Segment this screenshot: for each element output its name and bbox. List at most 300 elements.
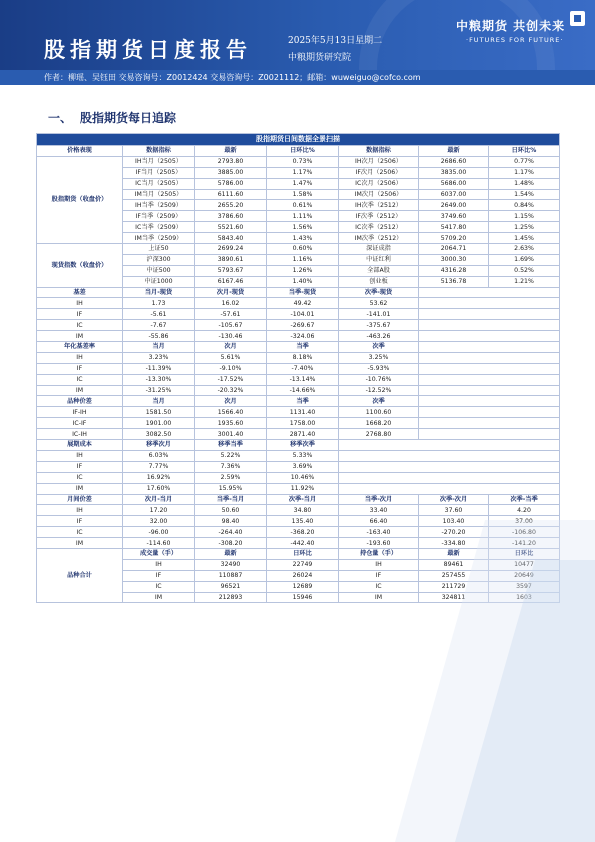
spot-cell: 上证50 xyxy=(123,244,195,255)
volume-cell: 22749 xyxy=(267,559,339,570)
section-header-cell: 移季次月 xyxy=(123,440,195,451)
roll-cost-row-cell: 7.36% xyxy=(195,461,267,472)
calendar-spread-row-cell: -96.00 xyxy=(123,527,195,538)
spot-cell: 5136.78 xyxy=(419,276,489,287)
calendar-spread-row-cell: -106.80 xyxy=(489,527,560,538)
section-header-cell: 当季 xyxy=(267,342,339,353)
section-header-cell: 当月 xyxy=(123,396,195,407)
calendar-spread-row-cell: 98.40 xyxy=(195,516,267,527)
calendar-spread-row-cell: -193.60 xyxy=(339,538,419,549)
volume-cell: 89461 xyxy=(419,559,489,570)
calendar-spread-row-cell: -334.80 xyxy=(419,538,489,549)
calendar-spread-row-cell: 50.60 xyxy=(195,505,267,516)
section-header-cell: 日环比 xyxy=(267,548,339,559)
group-label: 品种合计 xyxy=(37,548,123,602)
empty-cell xyxy=(419,363,560,374)
column-header: 最新 xyxy=(419,146,489,157)
section-header-cell: 成交量（手） xyxy=(123,548,195,559)
section-header-cell: 次季 xyxy=(339,396,419,407)
spread-row-cell: 1901.00 xyxy=(123,418,195,429)
volume-cell: 12689 xyxy=(267,581,339,592)
annual-basis-row-cell: -7.40% xyxy=(267,363,339,374)
section-header-cell: 次季-次月 xyxy=(419,494,489,505)
banner-decoration xyxy=(359,0,555,70)
empty-cell xyxy=(419,331,560,342)
column-header: 日环比% xyxy=(267,146,339,157)
spread-row-cell: 1131.40 xyxy=(267,407,339,418)
empty-cell xyxy=(339,440,560,451)
calendar-spread-row-cell: -264.40 xyxy=(195,527,267,538)
table-caption: 股指期货日间数据全景扫描 xyxy=(37,134,560,146)
basis-row-cell: -324.06 xyxy=(267,331,339,342)
calendar-spread-row-cell: 135.40 xyxy=(267,516,339,527)
column-header: 数据指标 xyxy=(339,146,419,157)
calendar-spread-row-cell: -442.40 xyxy=(267,538,339,549)
annual-basis-row-cell: -12.52% xyxy=(339,385,419,396)
spot-cell: 1.16% xyxy=(267,254,339,265)
spot-cell: 中证1000 xyxy=(123,276,195,287)
calendar-spread-row-cell: -308.20 xyxy=(195,538,267,549)
futures-cell: IM当月（2505） xyxy=(123,189,195,200)
annual-basis-row xyxy=(37,363,560,374)
calendar-spread-row xyxy=(37,516,560,527)
empty-cell xyxy=(339,483,560,494)
roll-cost-row-cell: 16.92% xyxy=(123,472,195,483)
annual-basis-row-cell: -9.10% xyxy=(195,363,267,374)
volume-cell: 110887 xyxy=(195,570,267,581)
basis-row-cell: 16.02 xyxy=(195,298,267,309)
annual-basis-row-cell: 3.25% xyxy=(339,352,419,363)
futures-cell: 3749.60 xyxy=(419,211,489,222)
calendar-spread-row-cell: 17.20 xyxy=(123,505,195,516)
futures-cell: 0.73% xyxy=(267,156,339,167)
futures-cell: 6111.60 xyxy=(195,189,267,200)
volume-cell: IF xyxy=(339,570,419,581)
spread-row-cell: IF-IH xyxy=(37,407,123,418)
spread-row-cell: 1100.60 xyxy=(339,407,419,418)
spot-row xyxy=(37,244,560,255)
futures-cell: 0.77% xyxy=(489,156,560,167)
spread-row-cell: 1581.50 xyxy=(123,407,195,418)
calendar-spread-row-header xyxy=(37,494,560,505)
cofco-logo-icon xyxy=(570,11,585,26)
spread-row xyxy=(37,407,560,418)
futures-cell: IM次季（2512） xyxy=(339,233,419,244)
spot-cell: 深证成指 xyxy=(339,244,419,255)
spread-row-cell: 3082.50 xyxy=(123,429,195,440)
column-header: 日环比% xyxy=(489,146,560,157)
section-number: 一、 xyxy=(48,111,73,125)
futures-cell: IM次月（2506） xyxy=(339,189,419,200)
roll-cost-row-cell: IM xyxy=(37,483,123,494)
basis-row-cell: IH xyxy=(37,298,123,309)
futures-cell: 1.17% xyxy=(267,167,339,178)
basis-row-cell: IC xyxy=(37,320,123,331)
empty-cell xyxy=(419,374,560,385)
spot-cell: 沪深300 xyxy=(123,254,195,265)
futures-cell: 1.48% xyxy=(489,178,560,189)
annual-basis-row-cell: IF xyxy=(37,363,123,374)
spread-row-cell: 1566.40 xyxy=(195,407,267,418)
calendar-spread-row-cell: -114.60 xyxy=(123,538,195,549)
section-header-cell: 持仓量（手） xyxy=(339,548,419,559)
roll-cost-row xyxy=(37,483,560,494)
futures-cell: IH当月（2505） xyxy=(123,156,195,167)
section-header-cell: 移季当季 xyxy=(195,440,267,451)
spread-row xyxy=(37,429,560,440)
section-header-cell: 当季 xyxy=(267,396,339,407)
basis-row-cell: IF xyxy=(37,309,123,320)
futures-cell: 1.56% xyxy=(267,222,339,233)
roll-cost-row xyxy=(37,450,560,461)
spread-row-cell: 2768.80 xyxy=(339,429,419,440)
section-header-cell: 次月 xyxy=(195,396,267,407)
futures-cell: 1.25% xyxy=(489,222,560,233)
spot-cell: 6167.46 xyxy=(195,276,267,287)
section-header-cell: 最新 xyxy=(195,548,267,559)
section-header-cell: 当季-次月 xyxy=(339,494,419,505)
calendar-spread-row-cell: 4.20 xyxy=(489,505,560,516)
basis-row xyxy=(37,320,560,331)
calendar-spread-row-cell: IM xyxy=(37,538,123,549)
empty-cell xyxy=(419,320,560,331)
futures-cell: 3835.00 xyxy=(419,167,489,178)
calendar-spread-row-cell: -270.20 xyxy=(419,527,489,538)
author-info: 作者：柳瑶、吴钰田 交易咨询号：Z0012424 交易咨询号：Z0021112；邮箱：wuweiguo@cofco.com xyxy=(44,73,421,82)
volume-cell: 3597 xyxy=(489,581,560,592)
empty-cell xyxy=(339,461,560,472)
calendar-spread-row-cell: 66.40 xyxy=(339,516,419,527)
spread-row-cell: 1668.20 xyxy=(339,418,419,429)
annual-basis-row-cell: -14.66% xyxy=(267,385,339,396)
basis-row-cell: -104.01 xyxy=(267,309,339,320)
section-header-cell: 展期成本 xyxy=(37,440,123,451)
calendar-spread-row-cell: -141.20 xyxy=(489,538,560,549)
spot-cell: 1.21% xyxy=(489,276,560,287)
section-title: 股指期货每日追踪 xyxy=(80,111,177,125)
roll-cost-row-cell: IC xyxy=(37,472,123,483)
section-header-cell: 当月 xyxy=(123,342,195,353)
annual-basis-row-cell: -5.93% xyxy=(339,363,419,374)
spot-cell: 1.26% xyxy=(267,265,339,276)
spread-row xyxy=(37,418,560,429)
calendar-spread-row-cell: -163.40 xyxy=(339,527,419,538)
futures-cell: 1.43% xyxy=(267,233,339,244)
column-header: 数据指标 xyxy=(123,146,195,157)
section-header-cell: 当季-当月 xyxy=(195,494,267,505)
section-header-cell: 最新 xyxy=(419,548,489,559)
futures-cell: IF次季（2512） xyxy=(339,211,419,222)
basis-row-cell: -130.46 xyxy=(195,331,267,342)
table-header-row xyxy=(37,146,560,157)
roll-cost-row-cell: IH xyxy=(37,450,123,461)
volume-cell: 96521 xyxy=(195,581,267,592)
basis-row xyxy=(37,298,560,309)
basis-row-cell: -269.67 xyxy=(267,320,339,331)
annual-basis-row-cell: 3.23% xyxy=(123,352,195,363)
annual-basis-row-cell: -10.76% xyxy=(339,374,419,385)
spread-row-cell: 1758.00 xyxy=(267,418,339,429)
roll-cost-row xyxy=(37,472,560,483)
annual-basis-row-cell: -31.25% xyxy=(123,385,195,396)
basis-row-cell: 1.73 xyxy=(123,298,195,309)
annual-basis-row-cell: -13.30% xyxy=(123,374,195,385)
futures-cell: IC次季（2512） xyxy=(339,222,419,233)
section-header-cell: 基差 xyxy=(37,287,123,298)
column-header: 价格表现 xyxy=(37,146,123,157)
basis-row xyxy=(37,309,560,320)
spot-cell: 2699.24 xyxy=(195,244,267,255)
annual-basis-row-cell: IM xyxy=(37,385,123,396)
roll-cost-row-cell: IF xyxy=(37,461,123,472)
basis-row-cell: -55.86 xyxy=(123,331,195,342)
futures-cell: 2655.20 xyxy=(195,200,267,211)
futures-cell: 1.47% xyxy=(267,178,339,189)
annual-basis-row-cell: -17.52% xyxy=(195,374,267,385)
report-title: 股指期货日度报告 xyxy=(44,37,252,62)
report-banner xyxy=(0,0,595,70)
volume-cell: 32490 xyxy=(195,559,267,570)
basis-row-cell: -105.67 xyxy=(195,320,267,331)
spread-row-cell: IC-IF xyxy=(37,418,123,429)
roll-cost-row-header xyxy=(37,440,560,451)
group-label: 现货指数（收盘价） xyxy=(37,244,123,288)
basis-row-cell: 49.42 xyxy=(267,298,339,309)
spread-row-cell: 3001.40 xyxy=(195,429,267,440)
spread-row-header xyxy=(37,396,560,407)
basis-row-cell: 53.62 xyxy=(339,298,419,309)
section-header-cell: 当月-现货 xyxy=(123,287,195,298)
volume-cell: IM xyxy=(123,592,195,603)
futures-cell: IC次月（2506） xyxy=(339,178,419,189)
empty-cell xyxy=(419,385,560,396)
roll-cost-row-cell: 3.69% xyxy=(267,461,339,472)
futures-cell: IH次季（2512） xyxy=(339,200,419,211)
roll-cost-row-cell: 15.95% xyxy=(195,483,267,494)
volume-cell: IH xyxy=(123,559,195,570)
futures-cell: IC当月（2505） xyxy=(123,178,195,189)
futures-cell: 6037.00 xyxy=(419,189,489,200)
section-header-cell: 次月-现货 xyxy=(195,287,267,298)
report-date: 2025年5月13日星期二 xyxy=(288,36,383,46)
futures-cell: 5417.80 xyxy=(419,222,489,233)
roll-cost-row-cell: 10.46% xyxy=(267,472,339,483)
empty-cell xyxy=(419,418,560,429)
calendar-spread-row-cell: 37.00 xyxy=(489,516,560,527)
futures-cell: IH次月（2506） xyxy=(339,156,419,167)
section-header-cell: 日环比 xyxy=(489,548,560,559)
section-header-cell: 次月 xyxy=(195,342,267,353)
volume-cell: IH xyxy=(339,559,419,570)
futures-cell: 5709.20 xyxy=(419,233,489,244)
roll-cost-row-cell: 5.22% xyxy=(195,450,267,461)
section-header-cell: 次季-当月 xyxy=(267,494,339,505)
roll-cost-row-cell: 2.59% xyxy=(195,472,267,483)
volume-cell: 15946 xyxy=(267,592,339,603)
futures-row xyxy=(37,156,560,167)
institute-name: 中粮期货研究院 xyxy=(288,53,352,63)
annual-basis-row-cell: IH xyxy=(37,352,123,363)
empty-cell xyxy=(419,309,560,320)
section-heading xyxy=(48,109,176,126)
calendar-spread-row xyxy=(37,538,560,549)
spot-cell: 中证红利 xyxy=(339,254,419,265)
calendar-spread-row-cell: IF xyxy=(37,516,123,527)
empty-cell xyxy=(419,396,560,407)
spot-cell: 3890.61 xyxy=(195,254,267,265)
spot-cell: 1.40% xyxy=(267,276,339,287)
calendar-spread-row-cell: IH xyxy=(37,505,123,516)
calendar-spread-row-cell: 37.60 xyxy=(419,505,489,516)
section-header-cell: 当季-现货 xyxy=(267,287,339,298)
section-header-cell: 移季次季 xyxy=(267,440,339,451)
annual-basis-row xyxy=(37,352,560,363)
column-header: 最新 xyxy=(195,146,267,157)
section-header-cell: 次季 xyxy=(339,342,419,353)
futures-cell: IM当季（2509） xyxy=(123,233,195,244)
group-label: 股指期货（收盘价） xyxy=(37,156,123,243)
author-bar xyxy=(0,70,595,85)
basis-row-cell: -375.67 xyxy=(339,320,419,331)
empty-cell xyxy=(419,298,560,309)
empty-cell xyxy=(419,429,560,440)
calendar-spread-row-cell: 103.40 xyxy=(419,516,489,527)
annual-basis-row-cell: -11.39% xyxy=(123,363,195,374)
volume-cell: 26024 xyxy=(267,570,339,581)
futures-cell: 2686.60 xyxy=(419,156,489,167)
volume-cell: IF xyxy=(123,570,195,581)
basis-row-cell: -7.67 xyxy=(123,320,195,331)
spread-row-cell: 1935.60 xyxy=(195,418,267,429)
futures-cell: 2793.80 xyxy=(195,156,267,167)
annual-basis-row xyxy=(37,374,560,385)
empty-cell xyxy=(339,450,560,461)
futures-cell: 1.58% xyxy=(267,189,339,200)
basis-row-cell: -5.61 xyxy=(123,309,195,320)
spread-row-cell: IC-IH xyxy=(37,429,123,440)
annual-basis-row-cell: 8.18% xyxy=(267,352,339,363)
basis-row xyxy=(37,331,560,342)
spread-row-cell: 2871.40 xyxy=(267,429,339,440)
futures-cell: 5843.40 xyxy=(195,233,267,244)
volume-cell: IM xyxy=(339,592,419,603)
basis-row-cell: -141.01 xyxy=(339,309,419,320)
empty-cell xyxy=(419,352,560,363)
spot-cell: 2.63% xyxy=(489,244,560,255)
calendar-spread-row-cell: 33.40 xyxy=(339,505,419,516)
futures-cell: IF当季（2509） xyxy=(123,211,195,222)
roll-cost-row-cell: 7.77% xyxy=(123,461,195,472)
spot-cell: 4316.28 xyxy=(419,265,489,276)
volume-cell: IC xyxy=(339,581,419,592)
section-header-cell: 品种价差 xyxy=(37,396,123,407)
calendar-spread-row-cell: 34.80 xyxy=(267,505,339,516)
spot-cell: 2064.71 xyxy=(419,244,489,255)
roll-cost-row-cell: 17.60% xyxy=(123,483,195,494)
calendar-spread-row-cell: -368.20 xyxy=(267,527,339,538)
volume-cell: 211729 xyxy=(419,581,489,592)
spot-cell: 1.69% xyxy=(489,254,560,265)
roll-cost-row-cell: 6.03% xyxy=(123,450,195,461)
futures-cell: IF次月（2506） xyxy=(339,167,419,178)
annual-basis-row-header xyxy=(37,342,560,353)
volume-header-row xyxy=(37,548,560,559)
futures-cell: 1.45% xyxy=(489,233,560,244)
calendar-spread-row-cell: IC xyxy=(37,527,123,538)
futures-cell: 0.61% xyxy=(267,200,339,211)
empty-cell xyxy=(419,342,560,353)
basis-row-cell: -463.26 xyxy=(339,331,419,342)
spot-cell: 0.60% xyxy=(267,244,339,255)
calendar-spread-row-cell: 32.00 xyxy=(123,516,195,527)
brand-name: 中粮期货 共创未来 xyxy=(456,19,566,33)
spot-cell: 0.52% xyxy=(489,265,560,276)
empty-cell xyxy=(339,472,560,483)
annual-basis-row-cell: 5.61% xyxy=(195,352,267,363)
table-caption-row xyxy=(37,134,560,146)
section-header-cell: 年化基差率 xyxy=(37,342,123,353)
calendar-spread-row xyxy=(37,527,560,538)
section-header-cell: 月间价差 xyxy=(37,494,123,505)
spot-cell: 中证500 xyxy=(123,265,195,276)
roll-cost-row-cell: 11.92% xyxy=(267,483,339,494)
basis-row-header xyxy=(37,287,560,298)
volume-cell: 324811 xyxy=(419,592,489,603)
futures-cell: 1.11% xyxy=(267,211,339,222)
spot-cell: 3000.30 xyxy=(419,254,489,265)
annual-basis-row xyxy=(37,385,560,396)
annual-basis-row-cell: IC xyxy=(37,374,123,385)
futures-cell: 1.15% xyxy=(489,211,560,222)
futures-cell: 1.17% xyxy=(489,167,560,178)
annual-basis-row-cell: -13.14% xyxy=(267,374,339,385)
futures-cell: IH当季（2509） xyxy=(123,200,195,211)
volume-cell: 257455 xyxy=(419,570,489,581)
futures-cell: 3885.00 xyxy=(195,167,267,178)
volume-cell: 212893 xyxy=(195,592,267,603)
section-header-cell: 次季-当季 xyxy=(489,494,560,505)
roll-cost-row xyxy=(37,461,560,472)
empty-cell xyxy=(419,407,560,418)
futures-cell: 5521.60 xyxy=(195,222,267,233)
spot-cell: 创业板 xyxy=(339,276,419,287)
roll-cost-row-cell: 5.33% xyxy=(267,450,339,461)
section-header-cell: 次月-当月 xyxy=(123,494,195,505)
futures-cell: 1.54% xyxy=(489,189,560,200)
futures-cell: 2649.00 xyxy=(419,200,489,211)
basis-row-cell: IM xyxy=(37,331,123,342)
section-header-cell: 次季-现货 xyxy=(339,287,419,298)
volume-cell: 1603 xyxy=(489,592,560,603)
volume-cell: 10477 xyxy=(489,559,560,570)
calendar-spread-row xyxy=(37,505,560,516)
basis-row-cell: -57.61 xyxy=(195,309,267,320)
futures-cell: 5786.00 xyxy=(195,178,267,189)
empty-cell xyxy=(419,287,560,298)
volume-cell: IC xyxy=(123,581,195,592)
futures-cell: 3786.60 xyxy=(195,211,267,222)
futures-cell: IF当月（2505） xyxy=(123,167,195,178)
spot-cell: 全部A股 xyxy=(339,265,419,276)
annual-basis-row-cell: -20.32% xyxy=(195,385,267,396)
futures-data-table xyxy=(36,133,560,603)
volume-cell: 20649 xyxy=(489,570,560,581)
futures-cell: 5686.00 xyxy=(419,178,489,189)
spot-cell: 5793.67 xyxy=(195,265,267,276)
brand-slogan: ·FUTURES FOR FUTURE· xyxy=(466,36,564,44)
futures-cell: IC当季（2509） xyxy=(123,222,195,233)
futures-cell: 0.84% xyxy=(489,200,560,211)
